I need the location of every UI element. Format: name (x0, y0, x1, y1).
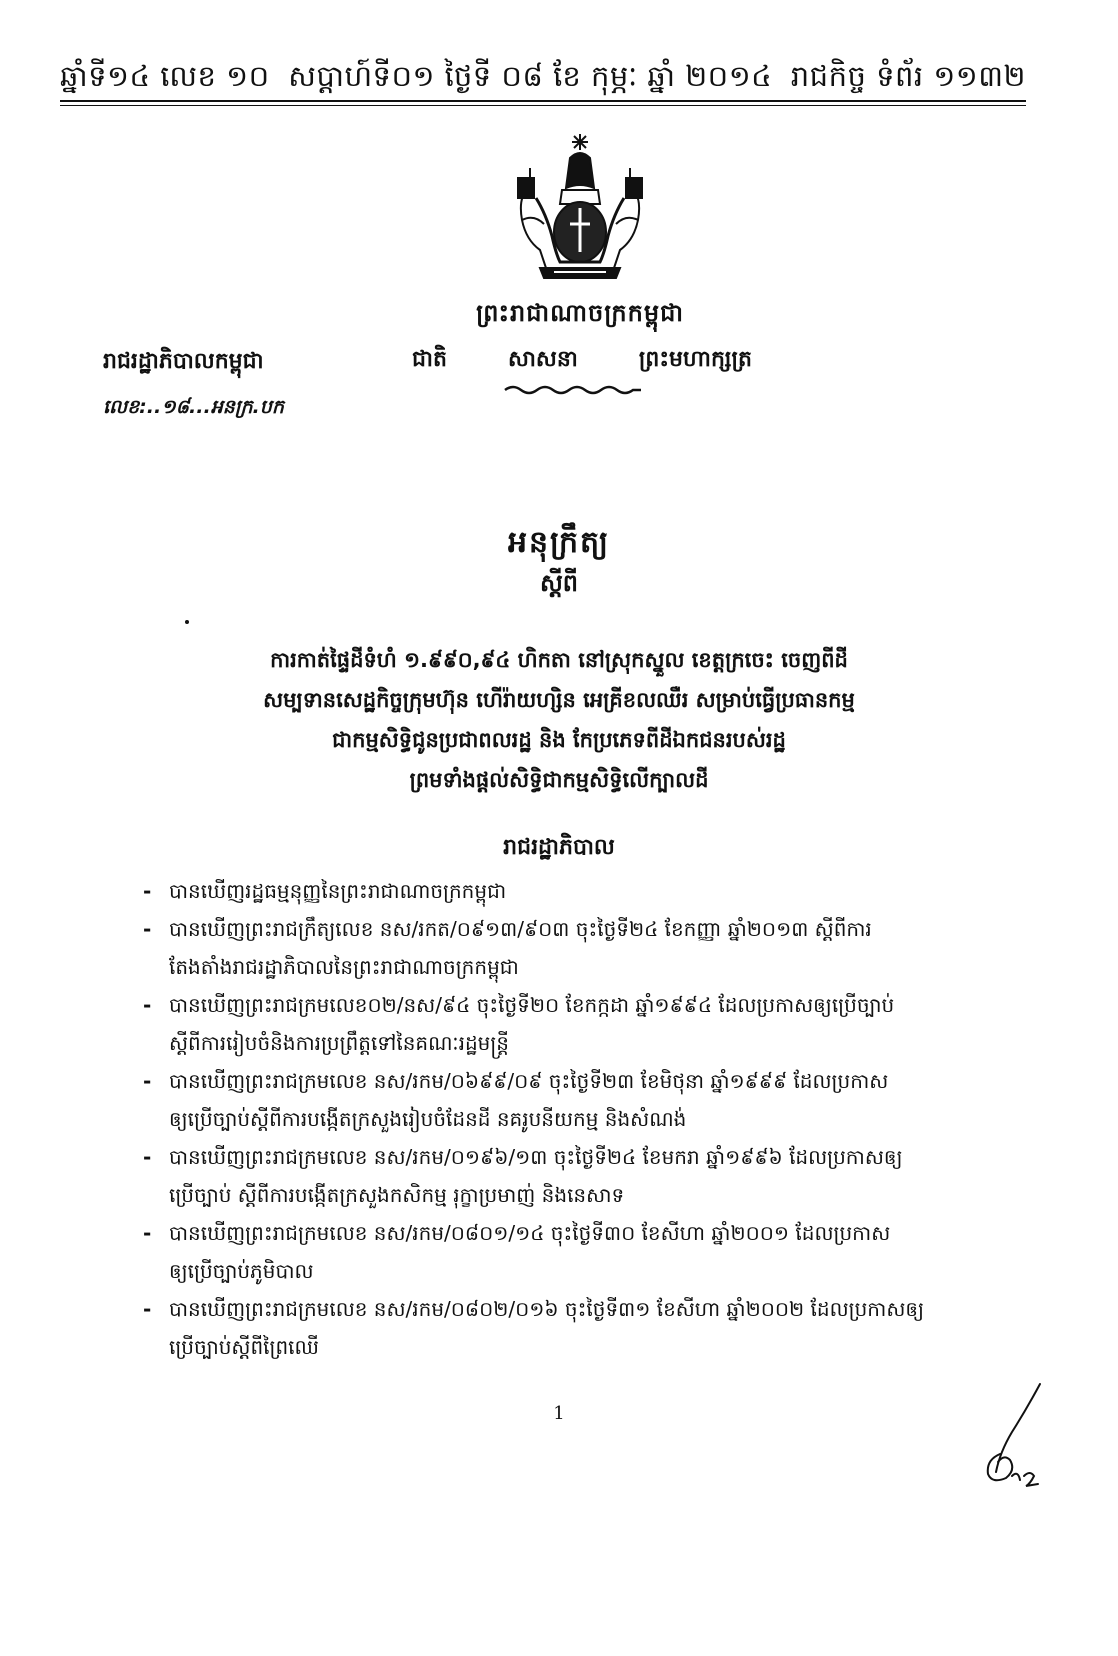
bullet-dash: - (143, 879, 152, 903)
motto-king: ព្រះមហាក្សត្រ (638, 347, 752, 372)
decree-subject (150, 640, 968, 800)
decree-on-label: ស្តីពី (539, 569, 579, 597)
list-item (133, 986, 1023, 1062)
government-heading: រាជរដ្ឋាភិបាល (503, 835, 615, 860)
list-item-line: ប្រើច្បាប់ស្តីពីព្រៃឈើ (169, 1335, 319, 1359)
header-rule (60, 100, 1026, 102)
subject-line: សម្បទានសេដ្ឋកិច្ចក្រុមហ៊ុន ហើរ៉ាយហ្សិន អេគ្រីខលឈឺរ សម្រាប់ធ្វើប្រធានកម្ម (263, 688, 855, 712)
header-rule-thin (60, 105, 1026, 106)
list-item (133, 1062, 1023, 1138)
list-item-line: ឲ្យប្រើច្បាប់ភូមិបាល (169, 1259, 314, 1283)
list-item (133, 1138, 1023, 1214)
gazette-week-date: សប្តាហ៍ទី០១ ថ្ងៃទី ០៨ ខែ កុម្ភៈ ឆ្នាំ ២០១៤ (288, 59, 773, 93)
list-item (133, 1214, 1023, 1290)
subject-line: ព្រមទាំងផ្តល់សិទ្ធិជាកម្មសិទ្ធិលើក្បាលដី (409, 768, 709, 792)
list-item-line: បានឃើញព្រះរាជក្រមលេខ នស/រកម/០៦៩៩/០៩ ចុះថ្ងៃទី២៣ ខែមិថុនា ឆ្នាំ១៩៩៩ ដែលប្រកាស (169, 1069, 889, 1093)
bullet-dash: - (143, 993, 152, 1017)
bullet-dash: - (143, 917, 152, 941)
list-item-line: បានឃើញព្រះរាជក្រមលេខ នស/រកម/០១៩៦/១៣ ចុះថ្ងៃទី២៤ ខែមករា ឆ្នាំ១៩៩៦ ដែលប្រកាសឲ្យ (169, 1145, 903, 1169)
decree-title: អនុក្រឹត្យ (507, 525, 611, 560)
list-item-line: ឲ្យប្រើច្បាប់ស្តីពីការបង្កើតក្រសួងរៀបចំដែនដី នគរូបនីយកម្ម និងសំណង់ (169, 1107, 687, 1131)
bullet-dash: - (143, 1145, 152, 1169)
list-item-line: ស្តីពីការរៀបចំនិងការប្រព្រឹត្តទៅនៃគណៈរដ្ឋមន្ត្រី (169, 1031, 509, 1055)
list-item-line: បានឃើញព្រះរាជក្រឹត្យលេខ នស/រកត/០៩១៣/៩០៣ ចុះថ្ងៃទី២៤ ខែកញ្ញា ឆ្នាំ២០១៣ ស្តីពីការ (169, 917, 872, 941)
list-item-line: ប្រើច្បាប់ ស្តីពីការបង្កើតក្រសួងកសិកម្ម រុក្ខាប្រមាញ់ និងនេសាទ (169, 1183, 625, 1207)
list-item-line: តែងតាំងរាជរដ្ឋាភិបាលនៃព្រះរាជាណាចក្រកម្ពុជា (169, 955, 519, 979)
bullet-dash: - (143, 1069, 152, 1093)
list-item-line: បានឃើញព្រះរាជក្រមលេខ នស/រកម/០៨០១/១៤ ចុះថ្ងៃទី៣០ ខែសីហា ឆ្នាំ២០០១ ដែលប្រកាស (169, 1221, 891, 1245)
bullet-dash: - (143, 1221, 152, 1245)
motto-religion: សាសនា (507, 347, 578, 372)
list-item (133, 872, 1023, 910)
considerations-list (133, 872, 1023, 1366)
motto-nation: ជាតិ (412, 347, 447, 372)
kingdom-name: ព្រះរាជាណាចក្រកម្ពុជា (476, 299, 684, 327)
subject-line: ការកាត់ផ្ទៃដីទំហំ ១.៩៩០,៩៤ ហិកតា នៅស្រុកស្នួល ខេត្តក្រចេះ ចេញពីដី (270, 648, 848, 672)
list-item (133, 910, 1023, 986)
gazette-year-issue: ឆ្នាំទី១៤ លេខ ១០ (60, 59, 270, 93)
gazette-page: រាជកិច្ច ទំព័រ ១១៣២ (790, 59, 1026, 93)
list-item-line: បានឃើញព្រះរាជក្រមលេខ នស/រកម/០៨០២/០១៦ ចុះថ្ងៃទី៣១ ខែសីហា ឆ្នាំ២០០២ ដែលប្រកាសឲ្យ (169, 1297, 925, 1321)
royal-coat-of-arms-icon (500, 128, 660, 284)
list-item-line: បានឃើញព្រះរាជក្រមលេខ០២/នស/៩៤ ចុះថ្ងៃទី២០ ខែកក្កដា ឆ្នាំ១៩៩៤ ដែលប្រកាសឲ្យប្រើច្បាប់ (169, 993, 895, 1017)
list-item (133, 1290, 1023, 1366)
handwritten-initials-signature (978, 1380, 1058, 1490)
gazette-header (60, 58, 1026, 94)
stray-dot (185, 620, 189, 624)
decree-reference-number: លេខ:..១៨...អនក្រ.បក (103, 396, 284, 418)
subject-line: ជាកម្មសិទ្ធិជូនប្រជាពលរដ្ឋ និង កែប្រភេទពីដីឯកជនរបស់រដ្ឋ (332, 728, 786, 752)
ornament-divider-icon (503, 382, 643, 396)
list-item-line: បានឃើញរដ្ឋធម្មនុញ្ញនៃព្រះរាជាណាចក្រកម្ពុជា (169, 879, 507, 903)
bullet-dash: - (143, 1297, 152, 1321)
issuing-authority: រាជរដ្ឋាភិបាលកម្ពុជា (103, 349, 264, 374)
national-motto (412, 345, 752, 377)
page-number: 1 (553, 1403, 565, 1424)
